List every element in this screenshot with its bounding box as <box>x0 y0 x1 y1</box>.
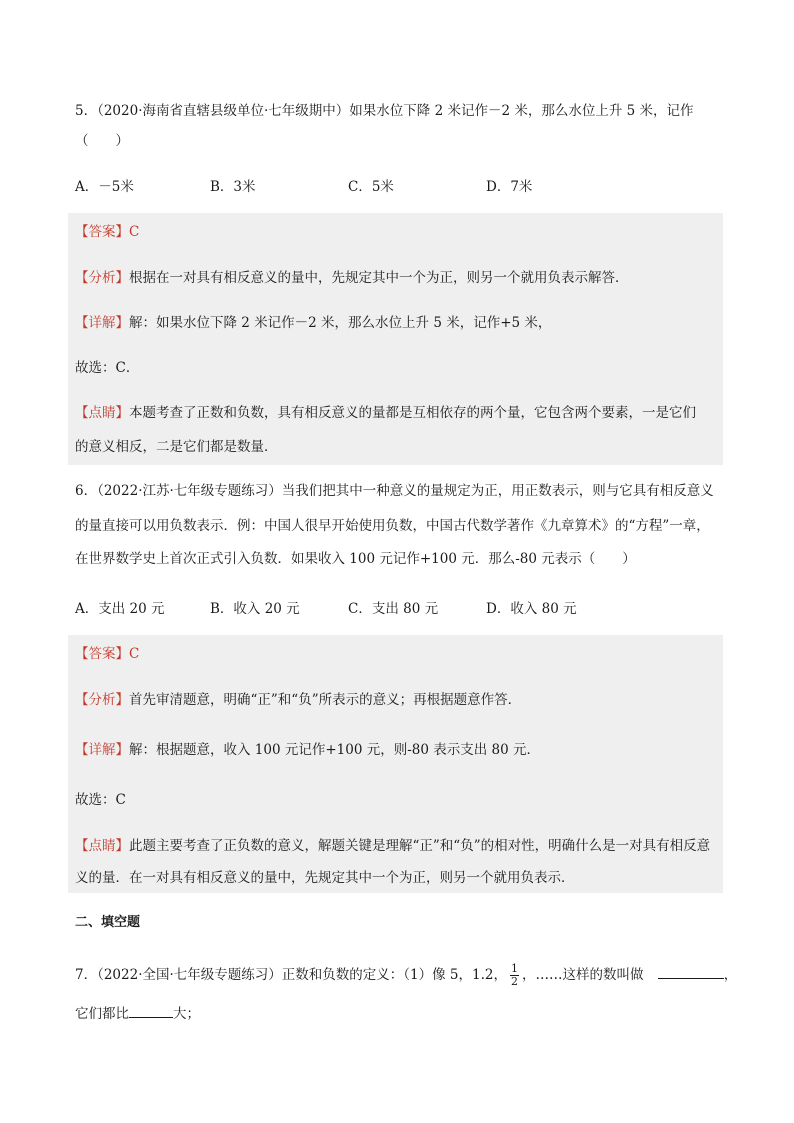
q5-solution-box <box>68 213 723 465</box>
q7-comma: ， <box>723 967 738 983</box>
q5-detail <box>75 313 551 333</box>
detail-tag: 【详解】 <box>75 315 129 331</box>
analysis-tag: 【分析】 <box>75 692 129 708</box>
detail-tag: 【详解】 <box>75 742 129 758</box>
q6-analysis <box>75 690 521 710</box>
q5-option-d[interactable]: D．7米 <box>486 179 533 195</box>
q5-option-a[interactable]: A．－5米 <box>75 179 134 195</box>
q6-answer <box>75 644 139 664</box>
q7-stem-post: ，……这样的数叫做 <box>521 967 644 983</box>
q6-comment-cont: 义的量．在一对具有相反意义的量中，先规定其中一个为正，则另一个就用负表示． <box>75 870 575 886</box>
q5-option-b[interactable]: B．3米 <box>210 179 256 195</box>
q5-analysis <box>75 268 629 288</box>
analysis-text: 首先审清题意，明确“正”和“负”所表示的意义；再根据题意作答． <box>129 692 522 708</box>
q5-comment-cont: 的意义相反，二是它们都是数量． <box>75 439 278 455</box>
fraction-denominator: 2 <box>510 975 518 988</box>
q6-choose: 故选：C <box>75 792 126 808</box>
q5-choose: 故选：C． <box>75 360 140 376</box>
q7-line2-post: 大； <box>173 1006 200 1022</box>
section-title: 二、填空题 <box>75 915 141 930</box>
q7-line2 <box>75 1003 200 1024</box>
answer-value: C <box>129 646 140 662</box>
q7-stem <box>75 963 737 988</box>
comment-tag: 【点睛】 <box>75 838 129 854</box>
q6-stem-line3: 在世界数学史上首次正式引入负数．如果收入 100 元记作+100 元．那么-80 元表示（ ） <box>75 551 636 567</box>
comment-text-1: 本题考查了正数和负数，具有相反意义的量都是互相依存的两个量，它包含两个要素，一是它们 <box>129 405 696 421</box>
q6-option-c[interactable]: C．支出 80 元 <box>348 601 439 617</box>
q5-option-c[interactable]: C．5米 <box>348 179 394 195</box>
answer-value: C <box>129 224 140 240</box>
fraction-numerator: 1 <box>510 962 518 975</box>
q7-stem-pre: 7．（2022·全国·七年级专题练习）正数和负数的定义：（1）像 5，1.2， <box>75 967 507 983</box>
answer-tag: 【答案】 <box>75 224 129 240</box>
q6-stem-line2: 的量直接可以用负数表示．例：中国人很早开始使用负数，中国古代数学著作《九章算术》的“方程”一章， <box>75 518 710 534</box>
analysis-text: 根据在一对具有相反意义的量中，先规定其中一个为正，则另一个就用负表示解答． <box>129 270 629 286</box>
fraction-one-half <box>510 963 519 988</box>
q5-answer <box>75 222 139 242</box>
comment-text-1: 此题主要考查了正负数的意义，解题关键是理解“正”和“负”的相对性，明确什么是一对具有相反意 <box>129 838 711 854</box>
detail-text: 解：如果水位下降 2 米记作－2 米，那么水位上升 5 米，记作+5 米， <box>129 315 552 331</box>
q6-comment <box>75 836 710 856</box>
detail-text: 解：根据题意，收入 100 元记作+100 元，则-80 表示支出 80 元． <box>129 742 541 758</box>
q6-option-a[interactable]: A．支出 20 元 <box>75 601 165 617</box>
answer-blank-1[interactable] <box>658 964 724 979</box>
q5-paren: （ ） <box>75 133 129 149</box>
q6-detail <box>75 740 540 760</box>
q6-option-d[interactable]: D．收入 80 元 <box>486 601 577 617</box>
answer-blank-2[interactable] <box>129 1003 173 1018</box>
q6-option-b[interactable]: B．收入 20 元 <box>210 601 300 617</box>
comment-tag: 【点睛】 <box>75 405 129 421</box>
analysis-tag: 【分析】 <box>75 270 129 286</box>
q5-comment <box>75 403 696 423</box>
answer-tag: 【答案】 <box>75 646 129 662</box>
q6-stem-line1: 6．（2022·江苏·七年级专题练习）当我们把其中一种意义的量规定为正，用正数表示，则与它具有相反意义 <box>75 483 714 499</box>
q7-line2-pre: 它们都比 <box>75 1006 129 1022</box>
q5-stem: 5．（2020·海南省直辖县级单位·七年级期中）如果水位下降 2 米记作－2 米，那么水位上升 5 米，记作 <box>75 103 694 119</box>
